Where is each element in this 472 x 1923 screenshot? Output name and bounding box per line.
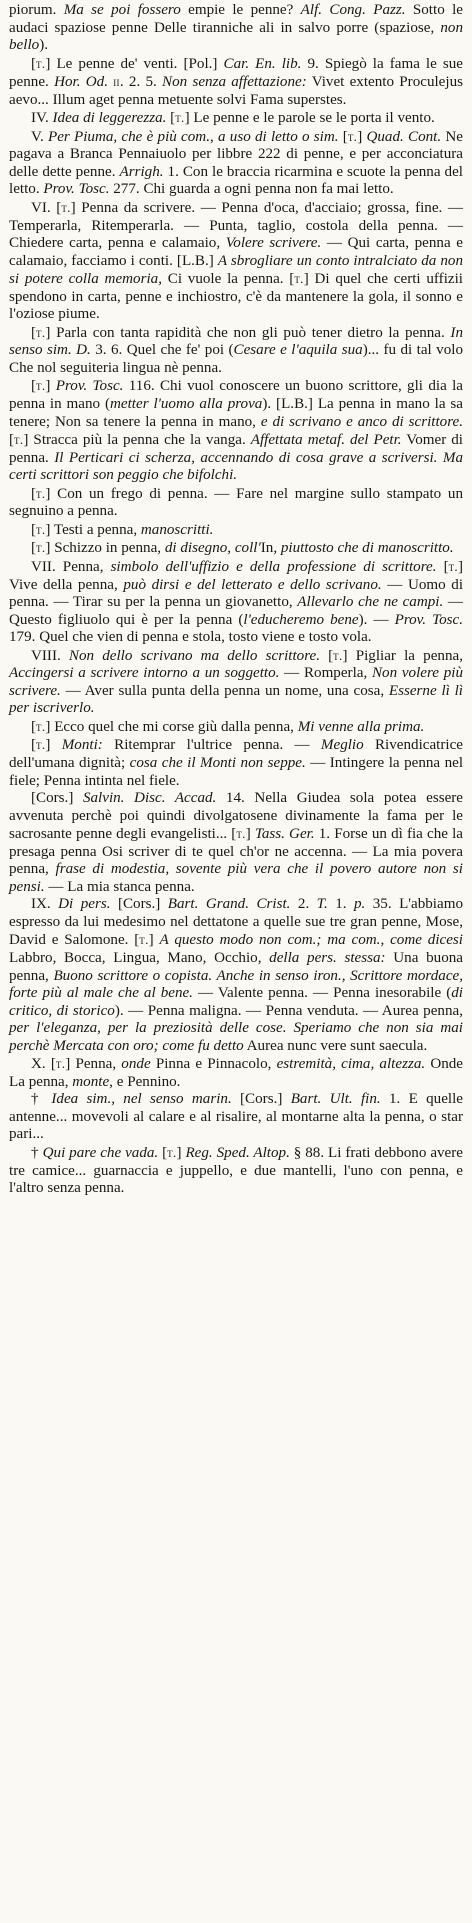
paragraph: [t.] Con un frego di penna. — Fare nel margine sullo stampato un segnuino a penna. xyxy=(9,485,463,520)
paragraph: IX. Di pers. [Cors.] Bart. Grand. Crist. 2. T. 1. p. 35. L'abbiamo espresso da lui medesimo nel dettatone a quelle sue tre gran penne, Mose, David e Salomone. [t.] A questo modo non com.; ma com., come dicesi Labbro, Bocca, Lingua, Mano, Occhio, della pers. stessa: Una buona penna, Buono scrittore o copista. Anche in senso iron., Scrittore mordace, forte più al male che al bene. — Valente penna. — Penna inesorabile (di critico, di storico). — Penna maligna. — Penna venduta. — Aurea penna, per l'eleganza, per la preziosità delle cose. Speriamo che non sia mai perchè Mercata con oro; come fu detto Aurea nunc vere sunt saecula. xyxy=(9,896,464,1054)
paragraph: [t.] Schizzo in penna, di disegno, coll'In, piuttosto che di manoscritto. xyxy=(31,540,454,557)
entry-text xyxy=(9,2,463,1198)
paragraph: † Qui pare che vada. [t.] Reg. Sped. Altop. § 88. Li frati debbono avere tre camice... guarnaccia e juppello, e due mantelli, l'uno con penna, e l'altro senza penna. xyxy=(9,1145,463,1197)
paragraph: [t.] Prov. Tosc. 116. Chi vuol conoscere un buono scrittore, gli dia la penna in mano (metter l'uomo alla prova). [L.B.] La penna in mano la sa tenere; Non sa tenere la penna in mano, e di scrivano e anco di scrittore. [t.] Stracca più la penna che la vanga. Affettata metaf. del Petr. Vomer di penna. Il Perticari ci scherza, accennando di cosa grave a scriversi. Ma certi scrittori son peggio che bifolchi. xyxy=(9,378,464,484)
paragraph: [t.] Ecco quel che mi corse giù dalla penna, Mi venne alla prima. xyxy=(31,718,425,735)
paragraph: piorum. Ma se poi fossero empie le penne? Alf. Cong. Pazz. Sotto le audaci spaziose penne Delle tiranniche ali in salvo porre (spaziose, non bello). xyxy=(9,2,463,54)
paragraph: [t.] Le penne de' venti. [Pol.] Car. En. lib. 9. Spiegò la fama le sue penne. Hor. Od. ii. 2. 5. Non senza affettazione: Vivet extento Proculejus aevo... Illum aget penna metuente solvi Fama superstes. xyxy=(9,55,463,108)
paragraph: VIII. Non dello scrivano ma dello scrittore. [t.] Pigliar la penna, Accingersi a scrivere intorno a un soggetto. — Romperla, Non volere più scrivere. — Aver sulla punta della penna un nome, una cosa, Esserne lì lì per iscriverlo. xyxy=(9,647,463,717)
paragraph: [t.] Testi a penna, manoscritti. xyxy=(31,521,214,538)
paragraph: V. Per Piuma, che è più com., a uso di letto o sim. [t.] Quad. Cont. Ne pagava a Branca Pennaiuolo per libbre 222 di penne, e per acconciatura delle dette penne. Arrigh. 1. Con le braccia ricarmina e scuote la penna del letto. Prov. Tosc. 277. Chi guarda a ogni penna non fa mai letto. xyxy=(9,128,463,198)
paragraph: VI. [t.] Penna da scrivere. — Penna d'oca, d'acciaio; grossa, fine. — Temperarla, Ritemperarla. — Punta, taglio, costola della penna. — Chiedere carta, penna e calamaio, Volere scrivere. — Qui carta, penna e calamaio, facciamo i conti. [L.B.] A sbrogliare un conto intralciato da non si potere colla memoria, Ci vuole la penna. [t.] Di quel che certi uffizii spendono in carta, penne e inchiostro, c'è da mantenere la gola, il sonno e l'oziose piume. xyxy=(9,200,464,323)
paragraph: † Idea sim., nel senso marin. [Cors.] Bart. Ult. fin. 1. E quelle antenne... movevoli al calare e al risalire, al montarne alta la penna, o star pari... xyxy=(9,1091,463,1143)
paragraph: [t.] Parla con tanta rapidità che non gli può tener dietro la penna. In senso sim. D. 3. 6. Quel che fe' poi (Cesare e l'aquila sua)... fu di tal volo Che nol seguiteria lingua nè penna. xyxy=(9,324,463,376)
paragraph: VII. Penna, simbolo dell'uffizio e della professione di scrittore. [t.] Vive della penna, può dirsi e del letterato e dello scrivano. — Uomo di penna. — Tirar su per la penna un giovanetto, Allevarlo che ne campi. — Questo figliuolo qui è per la penna (l'educheremo bene). — Prov. Tosc. 179. Quel che vien di penna e stola, tosto viene e tosto vola. xyxy=(9,558,464,646)
paragraph: IV. Idea di leggerezza. [t.] Le penne e le parole se le porta il vento. xyxy=(31,110,435,127)
paragraph: X. [t.] Penna, onde Pinna e Pinnacolo, estremità, cima, altezza. Onde La penna, monte, e Pennino. xyxy=(9,1056,464,1090)
paragraph: [t.] Monti: Ritemprar l'ultrice penna. — Meglio Rivendicatrice dell'umana dignità; cosa che il Monti non seppe. — Intingere la penna nel fiele; Penna intinta nel fiele. xyxy=(9,737,464,789)
paragraph: [Cors.] Salvin. Disc. Accad. 14. Nella Giudea sola potea essere avvenuta perchè poi quindi divolgatosene divinamente la fama per le sacrosante penne degli evangelisti... [t.] Tass. Ger. 1. Forse un dì fia che la presaga penna Osi scriver di te quel ch'or ne accenna. — La mia povera penna, frase di modestia, sovente più vera che il povero autore non si pensi. — La mia stanca penna. xyxy=(9,790,463,895)
